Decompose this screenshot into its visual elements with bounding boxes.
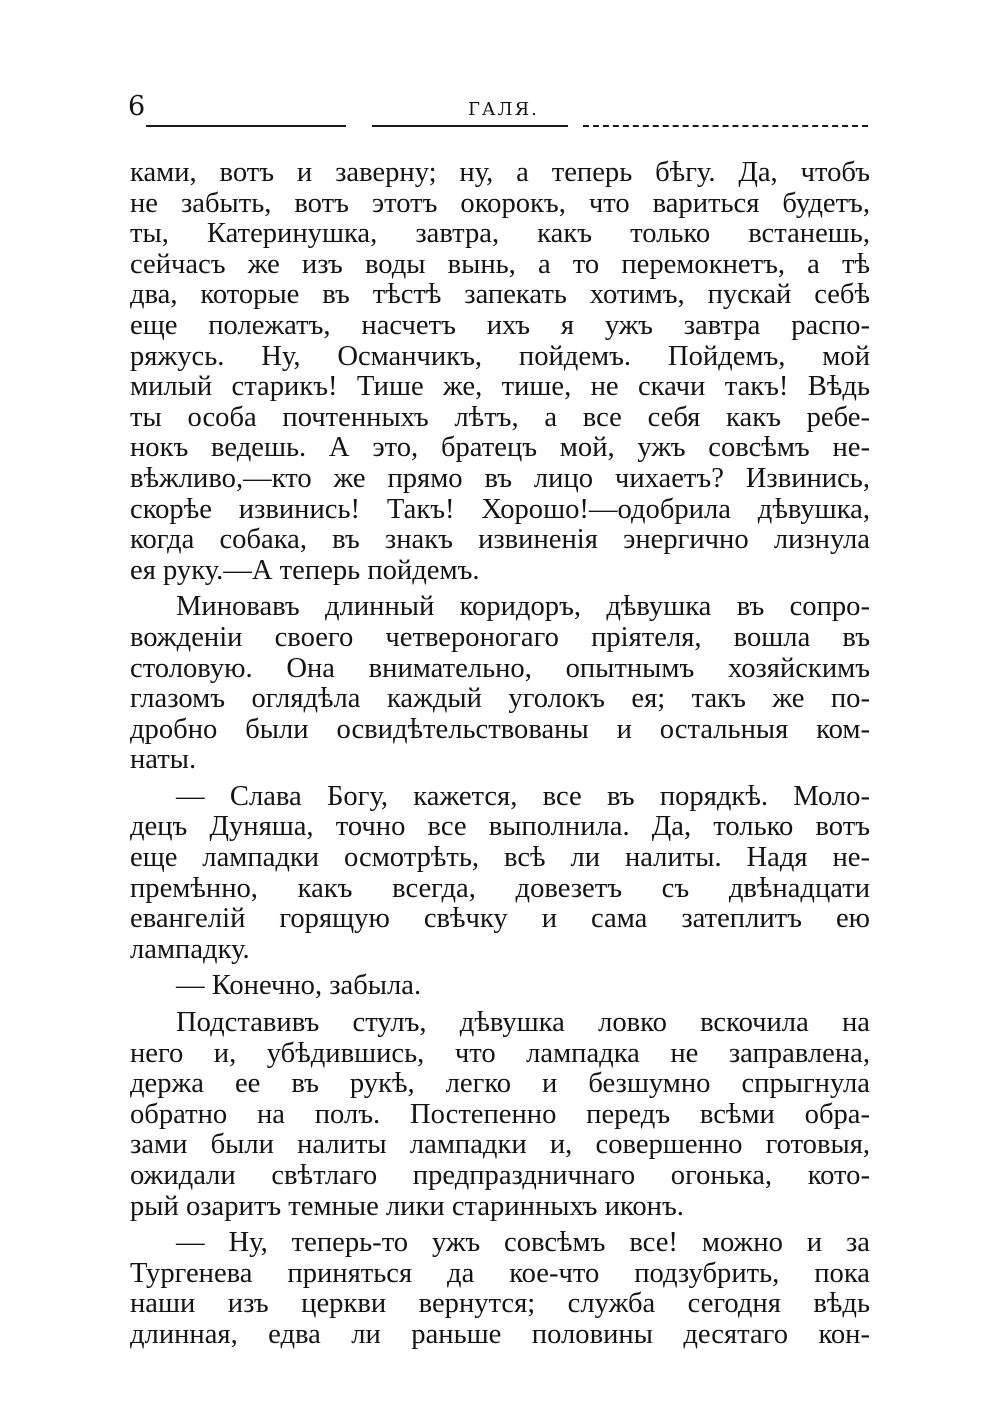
paragraph (130, 1228, 870, 1350)
page-body-text (130, 158, 870, 1351)
text-line: ты особа почтенныхъ лѣтъ, а все себя какъ ребе- (130, 401, 870, 433)
text-line: вожденіи своего четвероногаго пріятеля, вошла въ (130, 621, 870, 653)
paragraph (130, 971, 870, 1002)
text-line: ожидали свѣтлаго предпраздничнаго огонька, кото- (130, 1160, 870, 1191)
text-line: — Ну, теперь-то ужъ совсѣмъ все! можно и за (176, 1227, 870, 1259)
text-line: премѣнно, какъ всегда, довезетъ съ двѣнадцати (130, 872, 870, 904)
paragraph (130, 592, 870, 776)
text-line: длинная, едва ли раньше половины десятаго кон- (130, 1318, 870, 1350)
text-line: еще полежатъ, насчетъ ихъ я ужъ завтра распо- (130, 309, 870, 341)
running-title: ГАЛЯ. (468, 99, 539, 120)
text-line: — Слава Богу, кажется, все въ порядкѣ. Моло- (176, 780, 870, 812)
text-line: вѣжливо,—кто же прямо въ лицо чихаетъ? Извинись, (130, 462, 870, 494)
header-rule (146, 125, 346, 127)
text-line: дробно были освидѣтельствованы и остальныя ком- (130, 713, 870, 745)
text-line: ея руку.—А теперь пойдемъ. (130, 554, 480, 586)
text-line: ками, вотъ и заверну; ну, а теперь бѣгу. Да, чтобъ (130, 157, 870, 188)
text-line: Миновавъ длинный коридоръ, дѣвушка въ сопро- (176, 591, 870, 623)
text-line: столовую. Она внимательно, опытнымъ хозяйскимъ (130, 652, 870, 684)
text-line: не забыть, вотъ этотъ окорокъ, что вариться будетъ, (130, 187, 870, 219)
text-line: когда собака, въ знакъ извиненія энергично лизнула (130, 524, 870, 556)
paragraph (130, 1008, 870, 1222)
header-rule (583, 125, 868, 127)
page-header (128, 92, 868, 128)
paragraph (130, 782, 870, 966)
text-line: скорѣе извинись! Такъ! Хорошо!—одобрила дѣвушка, (130, 493, 870, 525)
text-line: еще лампадки осмотрѣть, всѣ ли налиты. Надя не- (130, 842, 870, 874)
paragraph (130, 158, 870, 586)
text-line: держа ее въ рукѣ, легко и безшумно спрыгнула (130, 1068, 870, 1100)
text-line: евангелій горящую свѣчку и сама затеплитъ ею (130, 903, 870, 935)
text-line: сейчасъ же изъ воды вынь, а то перемокнетъ, а тѣ (130, 248, 870, 280)
text-line: него и, убѣдившись, что лампадка не заправлена, (130, 1037, 870, 1069)
text-line: наты. (130, 744, 197, 776)
text-line: зами были налиты лампадки и, совершенно готовыя, (130, 1129, 870, 1161)
text-line: Подставивъ стулъ, дѣвушка ловко вскочила на (176, 1007, 870, 1039)
text-line: милый старикъ! Тише же, тише, не скачи такъ! Вѣдь (130, 371, 870, 403)
text-line: ряжусь. Ну, Османчикъ, пойдемъ. Пойдемъ, мой (130, 340, 870, 372)
text-line: Тургенева приняться да кое-что подзубрить, пока (130, 1257, 870, 1289)
text-line: два, которые въ тѣстѣ запекать хотимъ, пускай себѣ (130, 279, 870, 311)
text-line: лампадку. (130, 933, 250, 965)
text-line: нокъ ведешь. А это, братецъ мой, ужъ совсѣмъ не- (130, 432, 870, 464)
text-line: — Конечно, забыла. (176, 970, 422, 1002)
text-line: обратно на полъ. Постепенно передъ всѣми обра- (130, 1098, 870, 1130)
header-rule (372, 125, 568, 127)
text-line: глазомъ оглядѣла каждый уголокъ ея; такъ же по- (130, 683, 870, 715)
text-line: наши изъ церкви вернутся; служба сегодня вѣдь (130, 1288, 870, 1320)
page-number: 6 (128, 91, 146, 122)
text-line: децъ Дуняша, точно все выполнила. Да, только вотъ (130, 811, 870, 843)
text-line: ты, Катеринушка, завтра, какъ только встанешь, (130, 218, 870, 250)
text-line: рый озаритъ темные лики старинныхъ иконъ. (130, 1190, 684, 1222)
